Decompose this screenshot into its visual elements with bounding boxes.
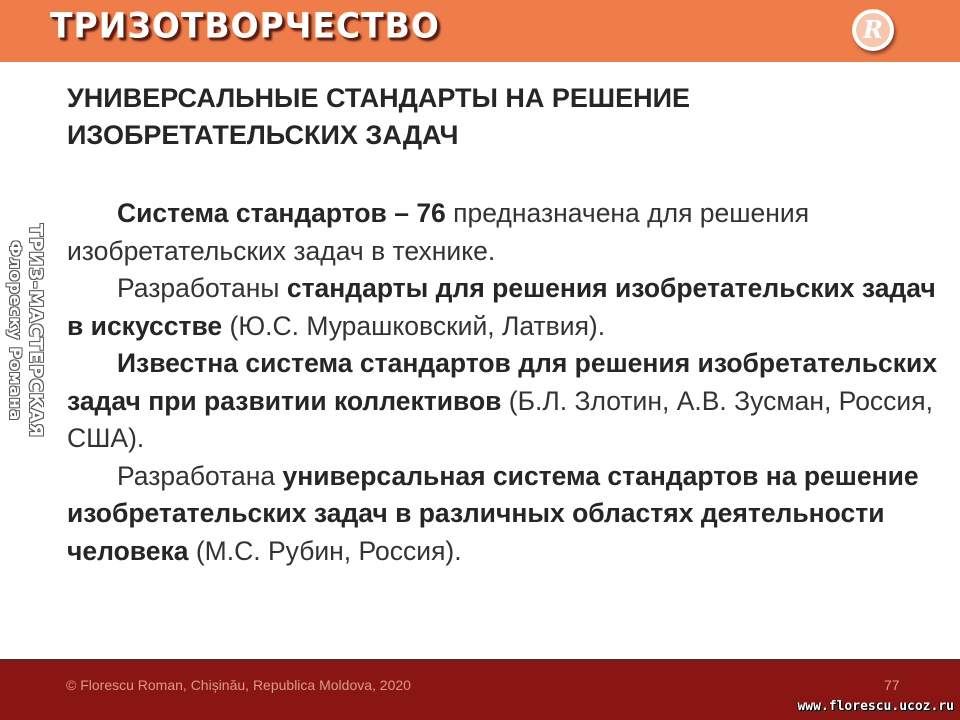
slide-body [67,195,947,570]
paragraph-2 [67,270,947,345]
paragraph-3 [67,345,947,458]
paragraph-2-tail: (Ю.С. Мурашковский, Латвия). [222,310,606,341]
slide-title [67,80,927,154]
side-watermark-text [6,224,46,438]
side-watermark [0,195,52,467]
slide-title-line2: ИЗОБРЕТАТЕЛЬСКИХ ЗАДАЧ [67,120,459,150]
paragraph-4-bold: универсальная система стандартов на решение изобретательских задач в различных областях деятельности человека [67,460,919,566]
brand-title: ТРИЗОТВОРЧЕСТВО [50,5,440,46]
paragraph-2-text: Разработаны [117,273,287,303]
paragraph-2-bold: стандарты для решения изобретательских задач в искусстве [67,273,936,341]
page-number: 77 [884,677,900,693]
paragraph-4-text: Разработана [117,460,283,491]
logo-icon [852,9,894,51]
paragraph-1 [67,195,947,270]
site-url: www.florescu.ucoz.ru [797,699,954,714]
paragraph-1-text: предназначена для решения изобретательских задач в технике. [67,198,810,266]
header-bar [0,0,960,62]
paragraph-3-bold: Известна система стандартов для решения изобретательских задач при развитии коллективов [67,348,938,416]
logo-letter: R [856,13,890,47]
paragraph-4 [67,458,947,571]
paragraph-4-tail: (М.С. Рубин, Россия). [188,535,462,566]
footer-bar [0,659,960,720]
copyright-text: © Florescu Roman, Chișinău, Republica Moldova, 2020 [66,677,411,693]
paragraph-1-bold: Система стандартов – 76 [117,198,446,228]
slide-title-line1: УНИВЕРСАЛЬНЫЕ СТАНДАРТЫ НА РЕШЕНИЕ [67,83,690,113]
side-watermark-line1: ТРИЗ-МАСТЕРСКАЯ [25,223,46,439]
side-watermark-line2: Флореску Романа [6,240,25,422]
paragraph-3-tail: (Б.Л. Злотин, А.В. Зусман, Россия, США). [67,385,933,453]
